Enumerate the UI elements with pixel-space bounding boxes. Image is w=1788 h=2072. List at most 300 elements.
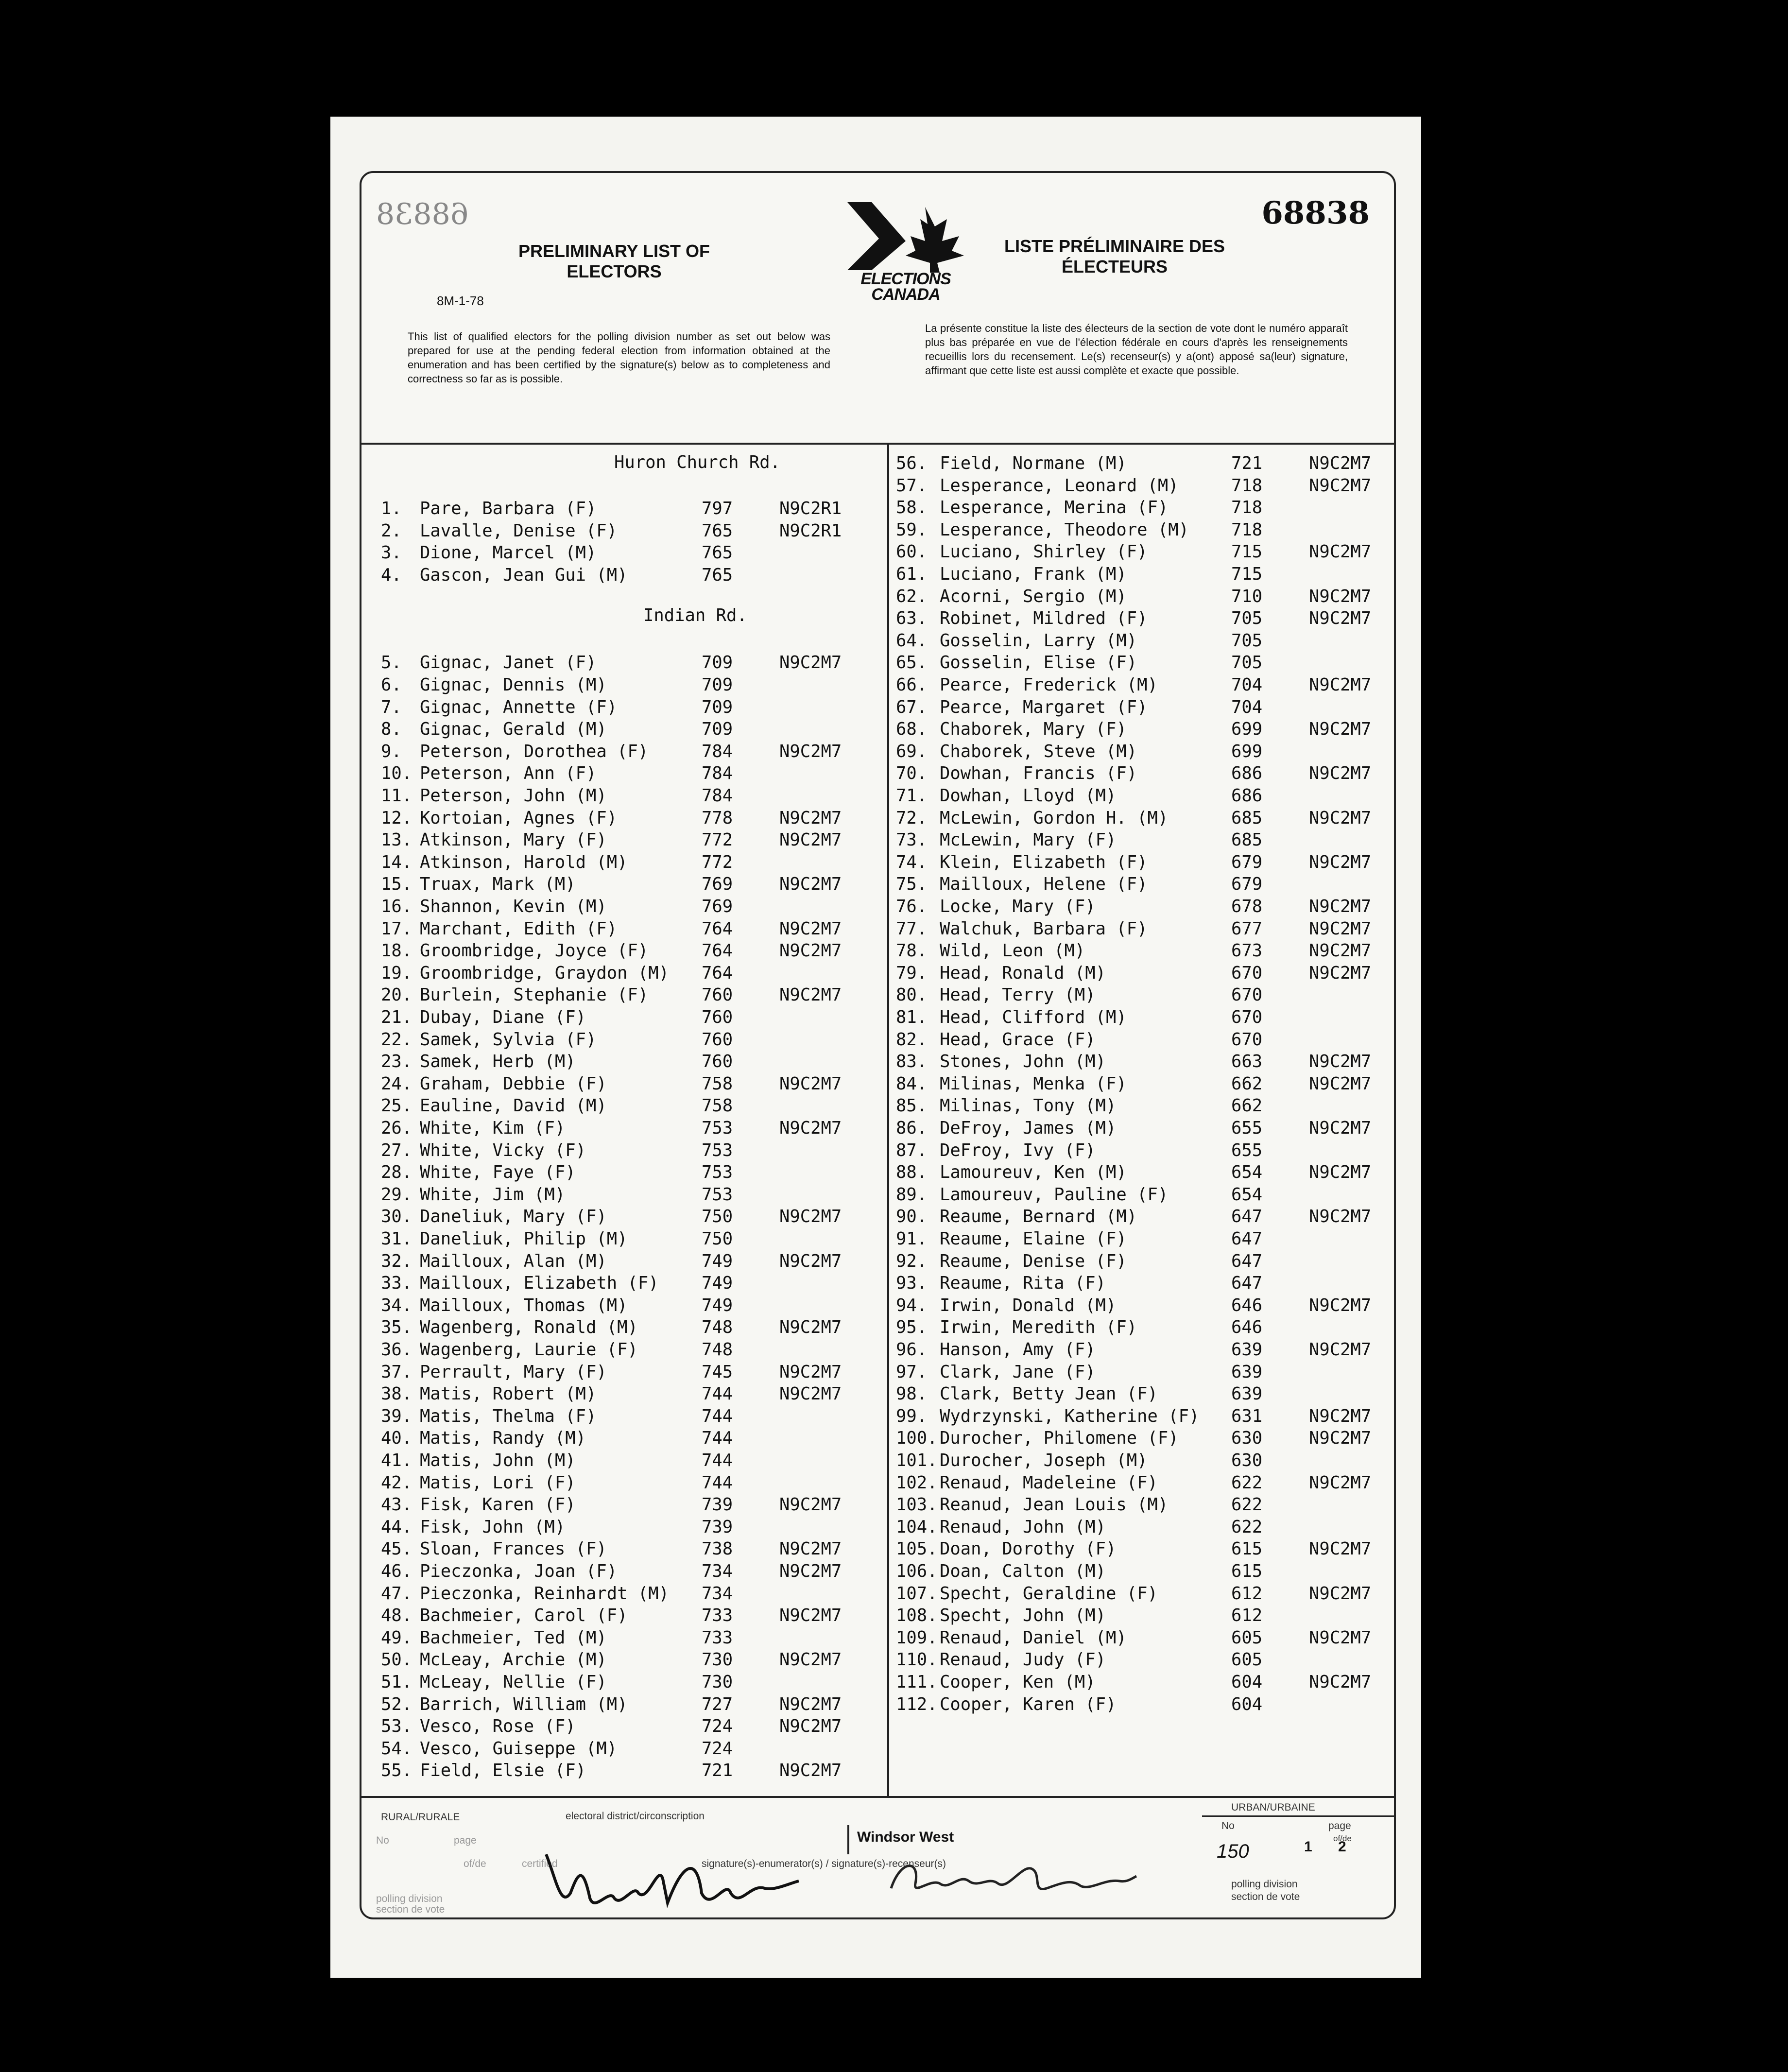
elector-number: 51. [381, 1672, 413, 1692]
district-name [857, 1829, 954, 1846]
elector-postal-code: N9C2M7 [1309, 1207, 1372, 1227]
elector-number: 49. [381, 1627, 413, 1648]
elector-number: 31. [381, 1229, 413, 1249]
elector-postal-code: N9C2M7 [779, 1694, 842, 1714]
elector-number: 13. [381, 830, 413, 850]
title-french-line2: ÉLECTEURS [1061, 257, 1168, 276]
elector-number: 47. [381, 1583, 413, 1604]
elector-name: Matis, John (M) [420, 1450, 576, 1470]
elector-number: 18. [381, 941, 413, 961]
elector-house-number: 630 [1231, 1428, 1263, 1449]
elector-name: Lesperance, Leonard (M) [940, 475, 1179, 496]
title-english-line1: PRELIMINARY LIST OF [518, 241, 710, 261]
elector-house-number: 704 [1231, 675, 1263, 695]
elector-house-number: 734 [702, 1583, 733, 1604]
elector-name: Marchant, Edith (F) [420, 918, 618, 939]
street-heading-indian: Indian Rd. [643, 605, 747, 625]
elector-number: 20. [381, 985, 413, 1005]
elector-name: Gignac, Janet (F) [420, 653, 597, 673]
elector-number: 1. [381, 499, 402, 518]
elector-house-number: 662 [1231, 1096, 1263, 1116]
elector-number: 90. [896, 1207, 928, 1227]
elector-name: Renaud, Daniel (M) [940, 1627, 1127, 1648]
elector-house-number: 612 [1231, 1583, 1263, 1604]
elector-name: Vesco, Rose (F) [420, 1716, 576, 1737]
district-value: Windsor West [857, 1829, 954, 1845]
elector-house-number: 765 [702, 520, 733, 541]
elector-house-number: 749 [702, 1295, 733, 1315]
elector-number: 36. [381, 1340, 413, 1360]
elector-number: 40. [381, 1428, 413, 1449]
document-sheet [330, 117, 1421, 1978]
page-number-value: 1 [1304, 1839, 1312, 1855]
elector-number: 38. [381, 1384, 413, 1404]
elector-number: 26. [381, 1118, 413, 1138]
elector-house-number: 734 [702, 1561, 733, 1581]
elector-number: 12. [381, 808, 413, 828]
elector-house-number: 670 [1231, 963, 1263, 983]
elector-number: 96. [896, 1340, 928, 1360]
elector-name: Cooper, Ken (M) [940, 1672, 1096, 1692]
elector-house-number: 639 [1231, 1384, 1263, 1404]
elector-name: White, Faye (F) [420, 1162, 576, 1183]
elector-number: 25. [381, 1096, 413, 1116]
elector-house-number: 758 [702, 1096, 733, 1116]
elector-number: 56. [896, 453, 928, 473]
polling-division-label-urban: polling division [1231, 1879, 1298, 1890]
elector-name: White, Kim (F) [420, 1118, 566, 1138]
elector-postal-code: N9C2M7 [779, 1118, 842, 1138]
elector-number: 82. [896, 1029, 928, 1050]
elector-postal-code: N9C2M7 [1309, 852, 1372, 872]
elector-house-number: 718 [1231, 475, 1263, 496]
elector-postal-code: N9C2M7 [779, 1251, 842, 1271]
no-label-rural: No [376, 1835, 389, 1846]
elector-postal-code: N9C2M7 [1309, 453, 1372, 473]
rural-label: RURAL/RURALE [381, 1812, 460, 1823]
elections-canada-logo [842, 197, 969, 309]
elector-number: 54. [381, 1738, 413, 1759]
elector-name: Gosselin, Larry (M) [940, 630, 1137, 651]
elector-house-number: 721 [702, 1761, 733, 1781]
elector-postal-code: N9C2M7 [1309, 1052, 1372, 1072]
elector-name: Pearce, Frederick (M) [940, 675, 1158, 695]
elector-postal-code: N9C2M7 [779, 1539, 842, 1559]
elector-name: Daneliuk, Mary (F) [420, 1207, 607, 1227]
elector-postal-code: N9C2M7 [1309, 1428, 1372, 1449]
elector-name: Shannon, Kevin (M) [420, 897, 607, 916]
elector-number: 57. [896, 475, 928, 496]
logo-line1: ELECTIONS [860, 270, 951, 288]
elector-postal-code: N9C2R1 [779, 499, 842, 518]
elector-house-number: 715 [1231, 542, 1263, 562]
elector-name: Gosselin, Elise (F) [940, 653, 1137, 673]
elector-house-number: 784 [702, 741, 733, 761]
elector-number: 76. [896, 897, 928, 916]
elector-number: 88. [896, 1162, 928, 1183]
elector-name: Head, Grace (F) [940, 1029, 1096, 1050]
elector-number: 61. [896, 564, 928, 584]
elector-name: Clark, Jane (F) [940, 1362, 1096, 1382]
elector-postal-code: N9C2M7 [1309, 1583, 1372, 1604]
elector-house-number: 677 [1231, 918, 1263, 939]
elector-postal-code: N9C2M7 [1309, 1539, 1372, 1559]
elector-name: Daneliuk, Philip (M) [420, 1229, 628, 1249]
elector-house-number: 745 [702, 1362, 733, 1382]
elector-house-number: 646 [1231, 1317, 1263, 1338]
elector-house-number: 760 [702, 1007, 733, 1027]
elector-number: 53. [381, 1716, 413, 1737]
elector-number: 45. [381, 1539, 413, 1559]
elector-house-number: 709 [702, 675, 733, 695]
elector-postal-code: N9C2M7 [1309, 808, 1372, 828]
elector-name: Wild, Leon (M) [940, 941, 1085, 961]
elector-postal-code: N9C2M7 [779, 941, 842, 961]
elector-name: Field, Elsie (F) [420, 1761, 586, 1781]
serial-number: 68838 [1261, 195, 1370, 231]
elector-name: Lamoureuv, Pauline (F) [940, 1184, 1169, 1205]
elector-number: 15. [381, 874, 413, 895]
elector-postal-code: N9C2M7 [1309, 941, 1372, 961]
elector-name: Chaborek, Steve (M) [940, 741, 1137, 761]
elector-number: 28. [381, 1162, 413, 1183]
section-de-vote-label-rural: section de vote [376, 1904, 445, 1915]
elector-house-number: 778 [702, 808, 733, 828]
elector-name: Bachmeier, Ted (M) [420, 1627, 607, 1648]
elector-name: Acorni, Sergio (M) [940, 586, 1127, 606]
elector-house-number: 765 [702, 543, 733, 563]
elector-postal-code: N9C2M7 [779, 741, 842, 761]
elector-house-number: 750 [702, 1229, 733, 1249]
elector-house-number: 764 [702, 918, 733, 939]
elector-name: Mailloux, Alan (M) [420, 1251, 607, 1271]
polling-division-number: 150 [1217, 1841, 1249, 1862]
elector-name: Peterson, Ann (F) [420, 763, 597, 784]
elector-house-number: 654 [1231, 1162, 1263, 1183]
column-divider [887, 443, 889, 1796]
elector-house-number: 646 [1231, 1295, 1263, 1315]
elector-number: 74. [896, 852, 928, 872]
elector-name: Locke, Mary (F) [940, 897, 1096, 916]
district-label: electoral district/circonscription [566, 1811, 705, 1822]
elector-name: Walchuk, Barbara (F) [940, 918, 1148, 939]
elector-house-number: 699 [1231, 719, 1263, 740]
notice-english: This list of qualified electors for the polling division number as set out below was prepared for use at the pending federal election from information obtained at the enumeration and has been certified by the signature(s) below as to completeness and correctness so far as is possible. [408, 330, 830, 385]
elector-number: 79. [896, 963, 928, 983]
elector-number: 8. [381, 719, 402, 740]
elector-name: Gignac, Annette (F) [420, 697, 618, 717]
elector-postal-code: N9C2M7 [779, 1495, 842, 1515]
elector-name: Durocher, Joseph (M) [940, 1450, 1148, 1470]
elector-postal-code: N9C2M7 [779, 985, 842, 1005]
polling-division-label-rural: polling division [376, 1893, 443, 1904]
elector-name: Samek, Herb (M) [420, 1052, 576, 1072]
elector-name: Pieczonka, Reinhardt (M) [420, 1583, 669, 1604]
elector-postal-code: N9C2M7 [779, 1073, 842, 1094]
elector-name: Head, Ronald (M) [940, 963, 1106, 983]
elector-house-number: 647 [1231, 1229, 1263, 1249]
elector-number: 11. [381, 786, 413, 806]
elector-house-number: 753 [702, 1184, 733, 1205]
elector-number: 77. [896, 918, 928, 939]
elector-house-number: 673 [1231, 941, 1263, 961]
elector-postal-code: N9C2M7 [779, 1384, 842, 1404]
section-de-vote-label-urban: section de vote [1231, 1891, 1300, 1902]
elector-house-number: 631 [1231, 1406, 1263, 1426]
elector-house-number: 718 [1231, 519, 1263, 540]
serial-number-bleedthrough: 68838 [376, 197, 469, 231]
elector-postal-code: N9C2M7 [1309, 1295, 1372, 1315]
elector-name: Atkinson, Mary (F) [420, 830, 607, 850]
elector-number: 102. [896, 1472, 938, 1493]
elector-house-number: 647 [1231, 1251, 1263, 1271]
elector-name: Truax, Mark (M) [420, 874, 576, 895]
elector-house-number: 612 [1231, 1606, 1263, 1626]
elector-postal-code: N9C2M7 [779, 1716, 842, 1737]
elector-house-number: 724 [702, 1716, 733, 1737]
elector-house-number: 769 [702, 897, 733, 916]
elector-house-number: 797 [702, 499, 733, 518]
elector-number: 55. [381, 1761, 413, 1781]
elector-name: Dowhan, Francis (F) [940, 763, 1137, 784]
elector-house-number: 685 [1231, 808, 1263, 828]
elector-name: Klein, Elizabeth (F) [940, 852, 1148, 872]
elector-number: 63. [896, 608, 928, 629]
elector-house-number: 615 [1231, 1539, 1263, 1559]
elector-house-number: 686 [1231, 786, 1263, 806]
elector-name: Specht, John (M) [940, 1606, 1106, 1626]
elector-name: Milinas, Tony (M) [940, 1096, 1117, 1116]
elector-number: 6. [381, 675, 402, 695]
elector-house-number: 705 [1231, 608, 1263, 629]
elector-house-number: 730 [702, 1672, 733, 1692]
elector-house-number: 647 [1231, 1207, 1263, 1227]
elector-postal-code: N9C2M7 [1309, 586, 1372, 606]
elector-house-number: 753 [702, 1162, 733, 1183]
elector-name: Groombridge, Graydon (M) [420, 963, 669, 983]
elector-house-number: 744 [702, 1472, 733, 1493]
elector-name: McLeay, Archie (M) [420, 1650, 607, 1670]
elector-name: Pare, Barbara (F) [420, 499, 597, 518]
title-french-line1: LISTE PRÉLIMINAIRE DES [1004, 236, 1225, 256]
elector-name: DeFroy, James (M) [940, 1118, 1117, 1138]
elector-number: 24. [381, 1073, 413, 1094]
elector-postal-code: N9C2M7 [1309, 608, 1372, 629]
elector-name: Wagenberg, Laurie (F) [420, 1340, 638, 1360]
elector-postal-code: N9C2M7 [779, 1650, 842, 1670]
elector-postal-code: N9C2M7 [779, 808, 842, 828]
elector-name: Lesperance, Theodore (M) [940, 519, 1189, 540]
elector-name: Peterson, Dorothea (F) [420, 741, 649, 761]
elector-name: White, Jim (M) [420, 1184, 566, 1205]
elector-number: 94. [896, 1295, 928, 1315]
elector-number: 70. [896, 763, 928, 784]
page-label-rural: page [454, 1835, 477, 1846]
elector-postal-code: N9C2M7 [1309, 763, 1372, 784]
logo-wordmark [842, 271, 969, 302]
elector-house-number: 765 [702, 565, 733, 585]
elector-house-number: 705 [1231, 653, 1263, 673]
elector-house-number: 760 [702, 1029, 733, 1050]
elector-house-number: 764 [702, 941, 733, 961]
elector-number: 64. [896, 630, 928, 651]
elector-number: 43. [381, 1495, 413, 1515]
elector-number: 101. [896, 1450, 938, 1470]
elector-name: Burlein, Stephanie (F) [420, 985, 649, 1005]
elector-number: 71. [896, 786, 928, 806]
elector-number: 69. [896, 741, 928, 761]
elector-name: McLewin, Gordon H. (M) [940, 808, 1169, 828]
elector-house-number: 772 [702, 852, 733, 872]
elector-name: Peterson, John (M) [420, 786, 607, 806]
elector-postal-code: N9C2M7 [1309, 1073, 1372, 1094]
elector-number: 33. [381, 1273, 413, 1294]
elector-house-number: 750 [702, 1207, 733, 1227]
elector-number: 112. [896, 1694, 938, 1714]
title-french [998, 236, 1231, 277]
elector-number: 32. [381, 1251, 413, 1271]
elector-name: Matis, Lori (F) [420, 1472, 576, 1493]
elector-postal-code: N9C2M7 [1309, 675, 1372, 695]
elector-postal-code: N9C2M7 [779, 874, 842, 895]
elector-name: Gascon, Jean Gui (M) [420, 565, 628, 585]
elector-house-number: 615 [1231, 1561, 1263, 1581]
elector-house-number: 744 [702, 1428, 733, 1449]
title-english-line2: ELECTORS [567, 261, 662, 281]
elector-house-number: 784 [702, 786, 733, 806]
elector-number: 37. [381, 1362, 413, 1382]
elector-postal-code: N9C2M7 [1309, 1340, 1372, 1360]
elector-house-number: 760 [702, 1052, 733, 1072]
elector-number: 68. [896, 719, 928, 740]
elector-name: Renaud, Judy (F) [940, 1650, 1106, 1670]
elector-postal-code: N9C2M7 [779, 1317, 842, 1338]
form-code: 8M-1-78 [437, 294, 484, 308]
elector-name: Cooper, Karen (F) [940, 1694, 1117, 1714]
elector-house-number: 748 [702, 1340, 733, 1360]
elector-number: 42. [381, 1472, 413, 1493]
elector-name: Field, Normane (M) [940, 453, 1127, 473]
elector-number: 10. [381, 763, 413, 784]
elector-number: 111. [896, 1672, 938, 1692]
elector-name: Matis, Robert (M) [420, 1384, 597, 1404]
elector-name: Stones, John (M) [940, 1052, 1106, 1072]
elector-house-number: 663 [1231, 1052, 1263, 1072]
elector-postal-code: N9C2R1 [779, 520, 842, 541]
elector-house-number: 744 [702, 1384, 733, 1404]
elector-house-number: 647 [1231, 1273, 1263, 1294]
elector-number: 19. [381, 963, 413, 983]
elector-house-number: 744 [702, 1406, 733, 1426]
elector-house-number: 639 [1231, 1362, 1263, 1382]
elector-name: Reaume, Denise (F) [940, 1251, 1127, 1271]
elector-number: 7. [381, 697, 402, 717]
elector-number: 100. [896, 1428, 938, 1449]
elector-house-number: 605 [1231, 1627, 1263, 1648]
elector-house-number: 655 [1231, 1140, 1263, 1160]
elector-name: Vesco, Guiseppe (M) [420, 1738, 618, 1759]
elector-postal-code: N9C2M7 [779, 1362, 842, 1382]
elector-house-number: 753 [702, 1140, 733, 1160]
elector-number: 89. [896, 1184, 928, 1205]
elector-number: 62. [896, 586, 928, 606]
elector-name: Luciano, Shirley (F) [940, 542, 1148, 562]
elector-number: 48. [381, 1606, 413, 1626]
elector-name: Groombridge, Joyce (F) [420, 941, 649, 961]
elector-house-number: 764 [702, 963, 733, 983]
elector-number: 78. [896, 941, 928, 961]
elector-number: 34. [381, 1295, 413, 1315]
elector-number: 97. [896, 1362, 928, 1382]
elector-number: 83. [896, 1052, 928, 1072]
elector-name: Head, Clifford (M) [940, 1007, 1127, 1027]
elector-postal-code: N9C2M7 [1309, 1118, 1372, 1138]
certified-label: certified [522, 1858, 558, 1869]
elector-name: Luciano, Frank (M) [940, 564, 1127, 584]
elector-house-number: 630 [1231, 1450, 1263, 1470]
header-divider [360, 443, 1396, 445]
district-divider [847, 1825, 849, 1854]
elector-number: 35. [381, 1317, 413, 1338]
footer-divider [360, 1796, 1396, 1798]
elector-house-number: 686 [1231, 763, 1263, 784]
signature-label: signature(s)-enumerator(s) / signature(s)-recenseur(s) [702, 1858, 946, 1869]
elector-number: 3. [381, 543, 402, 563]
elector-name: Durocher, Philomene (F) [940, 1428, 1179, 1449]
elector-name: Irwin, Donald (M) [940, 1295, 1117, 1315]
title-english [512, 241, 716, 282]
elector-name: Matis, Thelma (F) [420, 1406, 597, 1426]
elector-name: Mailloux, Thomas (M) [420, 1295, 628, 1315]
elector-name: Matis, Randy (M) [420, 1428, 586, 1449]
elector-number: 29. [381, 1184, 413, 1205]
elector-postal-code: N9C2M7 [1309, 475, 1372, 496]
elector-house-number: 724 [702, 1738, 733, 1759]
elector-number: 103. [896, 1495, 938, 1515]
elector-house-number: 670 [1231, 1029, 1263, 1050]
elector-name: Lavalle, Denise (F) [420, 520, 618, 541]
elector-name: Irwin, Meredith (F) [940, 1317, 1137, 1338]
elector-postal-code: N9C2M7 [1309, 1162, 1372, 1183]
elector-number: 17. [381, 918, 413, 939]
elector-house-number: 679 [1231, 874, 1263, 895]
elector-house-number: 685 [1231, 830, 1263, 850]
elector-house-number: 604 [1231, 1694, 1263, 1714]
elector-number: 67. [896, 697, 928, 717]
elector-postal-code: N9C2M7 [1309, 542, 1372, 562]
elector-house-number: 705 [1231, 630, 1263, 651]
elector-number: 41. [381, 1450, 413, 1470]
elector-name: Hanson, Amy (F) [940, 1340, 1096, 1360]
elector-house-number: 748 [702, 1317, 733, 1338]
elector-name: Atkinson, Harold (M) [420, 852, 628, 872]
maple-leaf-x-icon [842, 197, 969, 275]
elector-house-number: 739 [702, 1495, 733, 1515]
elector-number: 21. [381, 1007, 413, 1027]
elector-number: 2. [381, 520, 402, 541]
elector-postal-code: N9C2M7 [1309, 1472, 1372, 1493]
elector-house-number: 622 [1231, 1495, 1263, 1515]
elector-house-number: 753 [702, 1118, 733, 1138]
elector-house-number: 622 [1231, 1472, 1263, 1493]
elector-house-number: 730 [702, 1650, 733, 1670]
elector-house-number: 605 [1231, 1650, 1263, 1670]
elector-house-number: 727 [702, 1694, 733, 1714]
elector-number: 110. [896, 1650, 938, 1670]
elector-number: 75. [896, 874, 928, 895]
elector-name: Renaud, Madeleine (F) [940, 1472, 1158, 1493]
elector-number: 16. [381, 897, 413, 916]
